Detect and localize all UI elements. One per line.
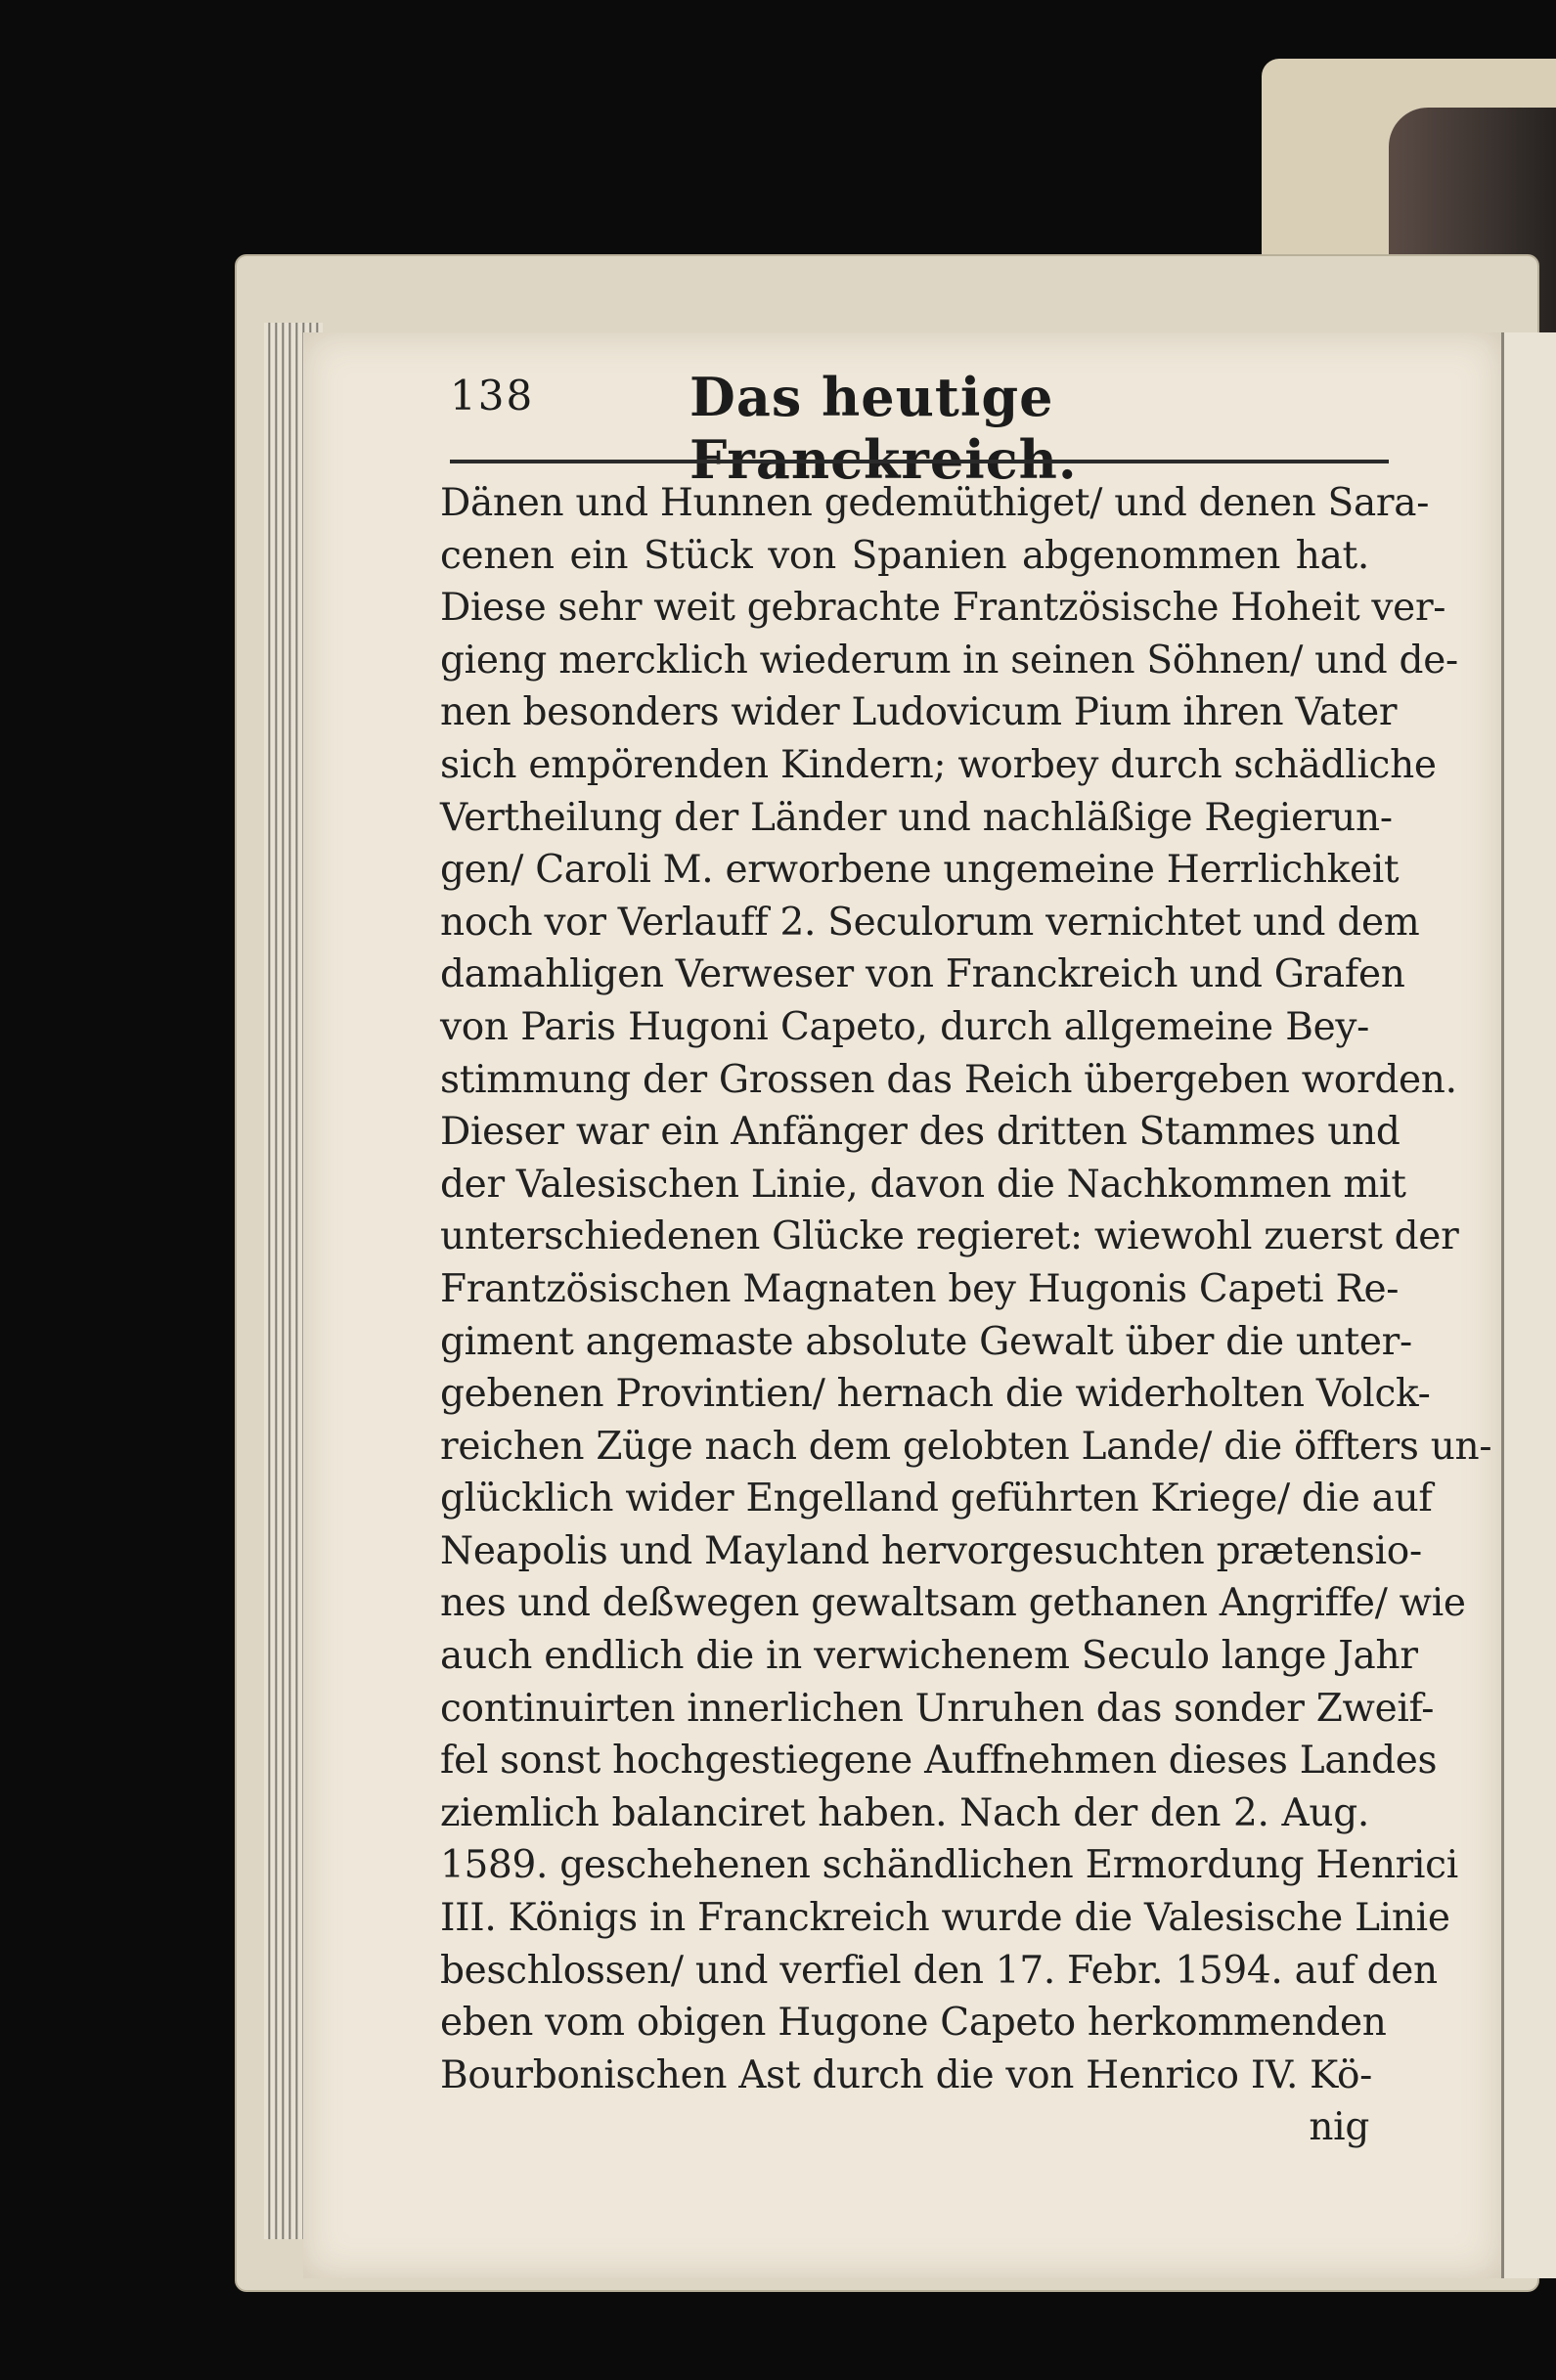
text-line: stimmung der Grossen das Reich übergeben worden.: [440, 1057, 1457, 1102]
running-title: Das heutige Franckreich.: [689, 366, 1078, 491]
header-rule: [450, 460, 1389, 463]
text-line: Dänen und Hunnen gedemüthiget/ und denen Sara-: [440, 481, 1430, 525]
text-line: gieng mercklich wiederum in seinen Söhnen/ und de-: [440, 638, 1458, 683]
catchword: nig: [1309, 2105, 1369, 2150]
text-line: der Valesischen Linie, davon die Nachkommen mit: [440, 1162, 1406, 1207]
body-text: [440, 477, 1492, 2154]
text-line: gebenen Provintien/ hernach die widerholten Volck-: [440, 1372, 1431, 1417]
text-line: ziemlich balanciret haben. Nach der den 2. Aug.: [440, 1790, 1369, 1835]
text-line: fel sonst hochgestiegene Auffnehmen dieses Landes: [440, 1739, 1438, 1784]
text-line: nen besonders wider Ludovicum Pium ihren Vater: [440, 690, 1398, 735]
text-line: unterschiedenen Glücke regieret: wiewohl zuerst der: [440, 1214, 1459, 1259]
text-line: giment angemaste absolute Gewalt über die unter-: [440, 1319, 1412, 1364]
text-line: gen/ Caroli M. erworbene ungemeine Herrlichkeit: [440, 848, 1400, 893]
text-line: noch vor Verlauff 2. Seculorum vernichtet und dem: [440, 900, 1420, 945]
text-line: von Paris Hugoni Capeto, durch allgemeine Bey-: [440, 1004, 1369, 1049]
text-line: III. Königs in Franckreich wurde die Valesische Linie: [440, 1896, 1450, 1941]
text-line: continuirten innerlichen Unruhen das sonder Zweif-: [440, 1686, 1435, 1731]
text-line: Diese sehr weit gebrachte Frantzösische Hoheit ver-: [440, 586, 1446, 631]
text-line: eben vom obigen Hugone Capeto herkommenden: [440, 2001, 1387, 2046]
text-line: reichen Züge nach dem gelobten Lande/ die öffters un-: [440, 1424, 1492, 1469]
text-line: sich empörenden Kindern; worbey durch schädliche: [440, 742, 1437, 787]
text-line: nes und deßwegen gewaltsam gethanen Angriffe/ wie: [440, 1581, 1466, 1626]
text-line: Vertheilung der Länder und nachläßige Regierun-: [440, 795, 1393, 840]
text-line: Bourbonischen Ast durch die von Henrico IV. Kö-: [440, 2052, 1373, 2097]
text-line: beschlossen/ und verfiel den 17. Febr. 1594. auf den: [440, 1948, 1438, 1993]
page-number: 138: [450, 372, 535, 419]
text-line: Dieser war ein Anfänger des dritten Stammes und: [440, 1110, 1400, 1155]
text-line: 1589. geschehenen schändlichen Ermordung Henrici: [440, 1843, 1458, 1888]
facing-page-edge: [1501, 332, 1556, 2278]
page-header: [450, 366, 1389, 491]
text-line: Frantzösischen Magnaten bey Hugonis Capeti Re-: [440, 1266, 1400, 1311]
text-line: Neapolis und Mayland hervorgesuchten prætensio-: [440, 1528, 1422, 1573]
text-line: damahligen Verweser von Franckreich und Grafen: [440, 952, 1405, 997]
text-line: auch endlich die in verwichenem Seculo lange Jahr: [440, 1634, 1418, 1679]
text-line: cenen ein Stück von Spanien abgenommen hat.: [440, 533, 1369, 578]
text-line: glücklich wider Engelland geführten Kriege/ die auf: [440, 1476, 1433, 1521]
